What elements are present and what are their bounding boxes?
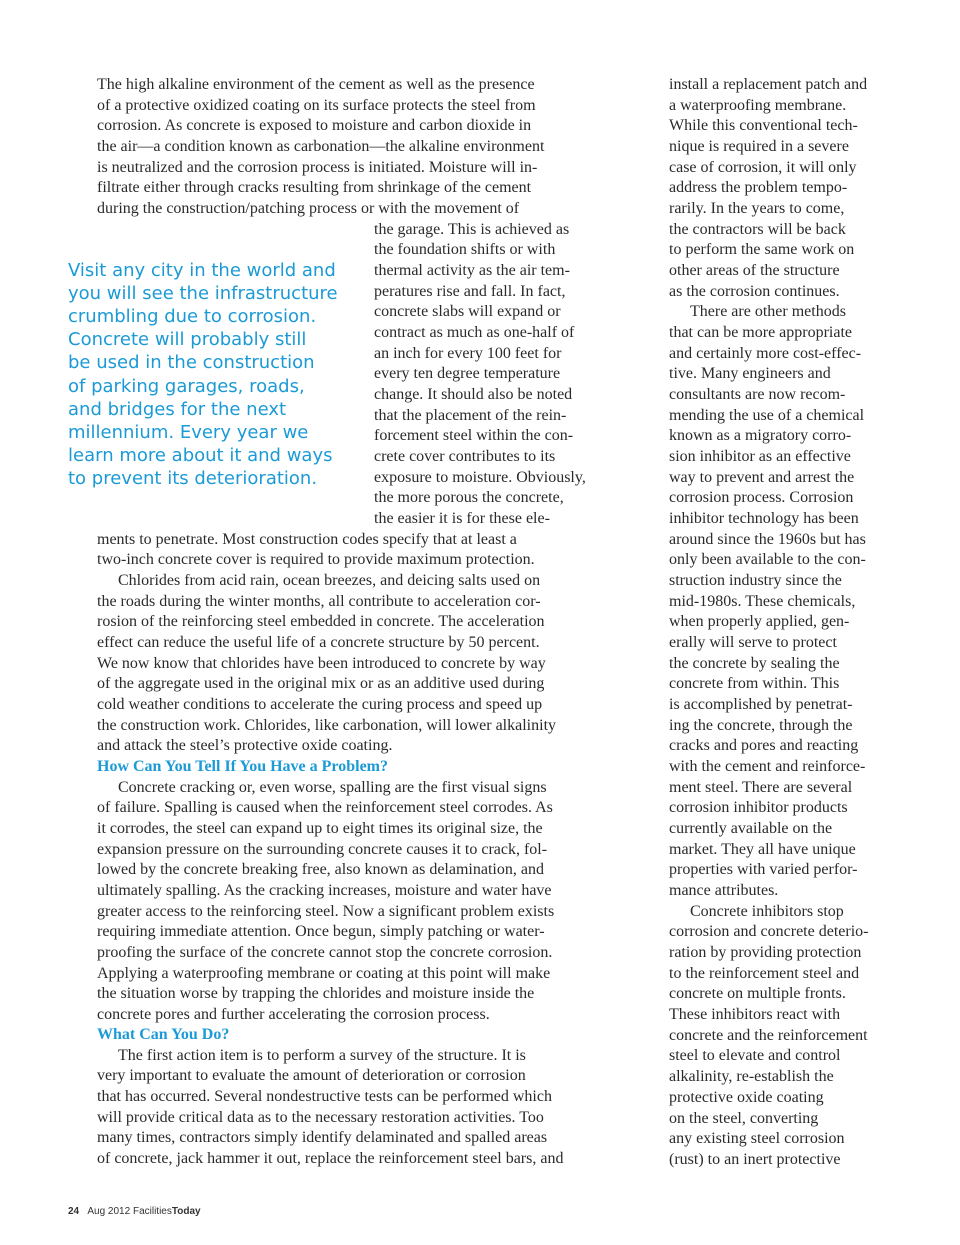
pull-quote-line: of parking garages, roads, bbox=[68, 375, 305, 397]
body-text-line: it corrodes, the steel can expand up to eight times its original size, the bbox=[97, 820, 543, 838]
pull-quote-line: be used in the construction bbox=[68, 352, 315, 374]
body-text-line: exposure to moisture. Obviously, bbox=[374, 468, 586, 486]
side-column-line: is accomplished by penetrat- bbox=[669, 696, 853, 714]
side-column-line: as the corrosion continues. bbox=[669, 282, 840, 300]
side-column-line: rarily. In the years to come, bbox=[669, 200, 845, 218]
side-column-line: to the reinforcement steel and bbox=[669, 964, 860, 982]
side-column-line: the contractors will be back bbox=[669, 220, 846, 238]
body-text-line: two-inch concrete cover is required to provide maximum protection. bbox=[97, 551, 535, 569]
body-text-line: very important to evaluate the amount of deterioration or corrosion bbox=[97, 1067, 526, 1085]
side-column-line: properties with varied perfor- bbox=[669, 861, 858, 879]
side-column-line: erally will serve to protect bbox=[669, 634, 837, 652]
side-column-line: ment steel. There are several bbox=[669, 778, 853, 796]
body-text-line: concrete pores and further accelerating the corrosion process. bbox=[97, 1006, 490, 1024]
side-column-line: concrete on multiple fronts. bbox=[669, 985, 846, 1003]
side-column-line: concrete from within. This bbox=[669, 675, 840, 693]
side-column-line: nique is required in a severe bbox=[669, 138, 849, 155]
section-heading: What Can You Do? bbox=[97, 1026, 230, 1043]
side-column-line: concrete and the reinforcement bbox=[669, 1026, 868, 1044]
body-text-line: crete cover contributes to its bbox=[374, 448, 556, 466]
side-column-line: ration by providing protection bbox=[669, 944, 862, 962]
side-column-line: (rust) to an inert protective bbox=[669, 1150, 841, 1168]
side-column-line: alkalinity, re-establish the bbox=[669, 1068, 834, 1086]
body-text-line: filtrate either through cracks resulting from shrinkage of the cement bbox=[97, 179, 532, 197]
side-column-line: around since the 1960s but has bbox=[669, 530, 866, 548]
side-column-line: mid-1980s. These chemicals, bbox=[669, 592, 856, 610]
side-column-line: struction industry since the bbox=[669, 572, 842, 590]
body-text-line: The first action item is to perform a survey of the structure. It is bbox=[118, 1046, 526, 1064]
body-text-line: the air—a condition known as carbonation—the alkaline environment bbox=[97, 138, 545, 155]
section-heading: How Can You Tell If You Have a Problem? bbox=[97, 758, 388, 775]
side-column-line: when properly applied, gen- bbox=[669, 613, 850, 631]
pull-quote-line: Concrete will probably still bbox=[68, 329, 307, 351]
page-number: 24 bbox=[68, 1206, 80, 1217]
body-text-line: effect can reduce the useful life of a concrete structure by 50 percent. bbox=[97, 634, 540, 652]
body-text-line: We now know that chlorides have been introduced to concrete by way bbox=[97, 654, 546, 672]
side-column-line: known as a migratory corro- bbox=[669, 427, 852, 445]
pull-quote-line: you will see the infrastructure bbox=[68, 283, 338, 305]
body-text-line: of failure. Spalling is caused when the reinforcement steel corrodes. As bbox=[97, 799, 553, 817]
side-column-line: and certainly more cost-effec- bbox=[669, 344, 862, 362]
body-text-line: corrosion. As concrete is exposed to moisture and carbon dioxide in bbox=[97, 117, 532, 135]
magazine-name-bold: Today bbox=[171, 1206, 201, 1217]
side-column-line: to perform the same work on bbox=[669, 241, 855, 259]
pull-quote-line: and bridges for the next bbox=[68, 398, 287, 420]
side-column-line: sion inhibitor as an effective bbox=[669, 448, 851, 466]
body-text-line: and attack the steel’s protective oxide coating. bbox=[97, 737, 393, 755]
side-column-line: There are other methods bbox=[690, 303, 846, 321]
body-text-line: Chlorides from acid rain, ocean breezes, and deicing salts used on bbox=[118, 572, 541, 590]
side-column-line: mending the use of a chemical bbox=[669, 406, 865, 424]
body-text-line: the garage. This is achieved as bbox=[374, 220, 570, 238]
side-column-line: Concrete inhibitors stop bbox=[690, 902, 844, 920]
issue-date: Aug 2012 bbox=[87, 1206, 131, 1217]
body-text-line: Applying a waterproofing membrane or coating at this point will make bbox=[97, 964, 551, 982]
side-column-line: tive. Many engineers and bbox=[669, 365, 831, 383]
magazine-name bbox=[133, 1206, 201, 1217]
side-column-line: consultants are now recom- bbox=[669, 386, 846, 404]
side-column-line: corrosion and concrete deterio- bbox=[669, 923, 869, 941]
side-column-line: a waterproofing membrane. bbox=[669, 96, 847, 114]
body-text-line: forcement steel within the con- bbox=[374, 427, 574, 445]
side-column-line: protective oxide coating bbox=[669, 1088, 824, 1106]
body-text-line: rosion of the reinforcing steel embedded in concrete. The acceleration bbox=[97, 613, 545, 631]
side-column-line: corrosion process. Corrosion bbox=[669, 489, 854, 507]
side-column-line: on the steel, converting bbox=[669, 1109, 819, 1127]
body-text-line: expansion pressure on the surrounding concrete causes it to crack, fol- bbox=[97, 840, 548, 858]
body-text-line: lowed by the concrete breaking free, also known as delamination, and bbox=[97, 861, 544, 879]
body-text-line: thermal activity as the air tem- bbox=[374, 262, 570, 280]
body-text-line: an inch for every 100 feet for bbox=[374, 344, 562, 362]
body-text-line: Concrete cracking or, even worse, spalling are the first visual signs bbox=[118, 778, 547, 796]
body-text-line: that has occurred. Several nondestructive tests can be performed which bbox=[97, 1088, 552, 1106]
side-column-line: case of corrosion, it will only bbox=[669, 158, 857, 176]
side-column-line: any existing steel corrosion bbox=[669, 1130, 845, 1148]
body-text-line: peratures rise and fall. In fact, bbox=[374, 282, 566, 300]
side-column-line: steel to elevate and control bbox=[669, 1047, 841, 1065]
pull-quote-line: crumbling due to corrosion. bbox=[68, 306, 317, 328]
side-column-line: other areas of the structure bbox=[669, 262, 840, 280]
body-text-line: every ten degree temperature bbox=[374, 365, 561, 383]
body-text-line: cold weather conditions to accelerate the curing process and speed up bbox=[97, 696, 543, 714]
body-text-line: proofing the surface of the concrete cannot stop the concrete corrosion. bbox=[97, 944, 553, 962]
body-text-line: during the construction/patching process or with the movement of bbox=[97, 200, 520, 218]
side-column-line: address the problem tempo- bbox=[669, 179, 848, 197]
pull-quote-line: learn more about it and ways bbox=[68, 444, 333, 466]
page-footer bbox=[68, 1206, 201, 1217]
pull-quote-line: to prevent its deterioration. bbox=[68, 467, 318, 489]
side-column-line: inhibitor technology has been bbox=[669, 510, 859, 528]
body-text-line: that the placement of the rein- bbox=[374, 406, 567, 424]
side-column-line: ing the concrete, through the bbox=[669, 716, 853, 734]
body-text-line: is neutralized and the corrosion process is initiated. Moisture will in- bbox=[97, 158, 538, 176]
body-text-line: the roads during the winter months, all contribute to acceleration cor- bbox=[97, 592, 541, 610]
side-column-line: way to prevent and arrest the bbox=[669, 468, 855, 486]
body-text-line: The high alkaline environment of the cement as well as the presence bbox=[97, 76, 535, 93]
body-text-line: ultimately spalling. As the cracking increases, moisture and water have bbox=[97, 882, 552, 900]
pull-quote-line: Visit any city in the world and bbox=[68, 260, 336, 281]
body-text-line: greater access to the reinforcing steel. Now a significant problem exists bbox=[97, 902, 555, 920]
side-column-line: These inhibitors react with bbox=[669, 1006, 841, 1024]
side-column-line: cracks and pores and reacting bbox=[669, 737, 859, 755]
side-column-line: market. They all have unique bbox=[669, 840, 856, 858]
body-text-line: the more porous the concrete, bbox=[374, 489, 564, 507]
body-text-line: the construction work. Chlorides, like carbonation, will lower alkalinity bbox=[97, 716, 557, 734]
side-column-line: that can be more appropriate bbox=[669, 324, 853, 342]
side-column-line: currently available on the bbox=[669, 820, 833, 838]
body-text-line: the foundation shifts or with bbox=[374, 241, 556, 259]
side-column-line: corrosion inhibitor products bbox=[669, 799, 848, 817]
body-text-line: of the aggregate used in the original mix or as an additive used during bbox=[97, 675, 545, 693]
body-text-line: will provide critical data as to the necessary restoration activities. Too bbox=[97, 1108, 544, 1126]
body-text-line: many times, contractors simply identify delaminated and spalled areas bbox=[97, 1129, 548, 1147]
side-column-line: the concrete by sealing the bbox=[669, 654, 840, 672]
body-text-line: change. It should also be noted bbox=[374, 386, 573, 404]
body-text-line: ments to penetrate. Most construction codes specify that at least a bbox=[97, 530, 517, 548]
body-text-line: requiring immediate attention. Once begun, simply patching or water- bbox=[97, 923, 545, 941]
side-column-line: mance attributes. bbox=[669, 882, 779, 900]
body-text-line: contract as much as one-half of bbox=[374, 324, 575, 342]
side-column-line: with the cement and reinforce- bbox=[669, 758, 866, 776]
side-column-line: only been available to the con- bbox=[669, 551, 866, 569]
pull-quote-line: millennium. Every year we bbox=[68, 421, 309, 443]
magazine-name-light: Facilities bbox=[132, 1206, 172, 1217]
body-text-line: concrete slabs will expand or bbox=[374, 303, 561, 321]
body-text-line: the easier it is for these ele- bbox=[374, 510, 550, 528]
body-text-line: of concrete, jack hammer it out, replace the reinforcement steel bars, and bbox=[97, 1150, 564, 1168]
body-text-line: the situation worse by trapping the chlorides and moisture inside the bbox=[97, 985, 535, 1003]
side-column-line: install a replacement patch and bbox=[669, 76, 868, 93]
body-text-line: of a protective oxidized coating on its surface protects the steel from bbox=[97, 96, 536, 114]
side-column-line: While this conventional tech- bbox=[669, 117, 858, 135]
